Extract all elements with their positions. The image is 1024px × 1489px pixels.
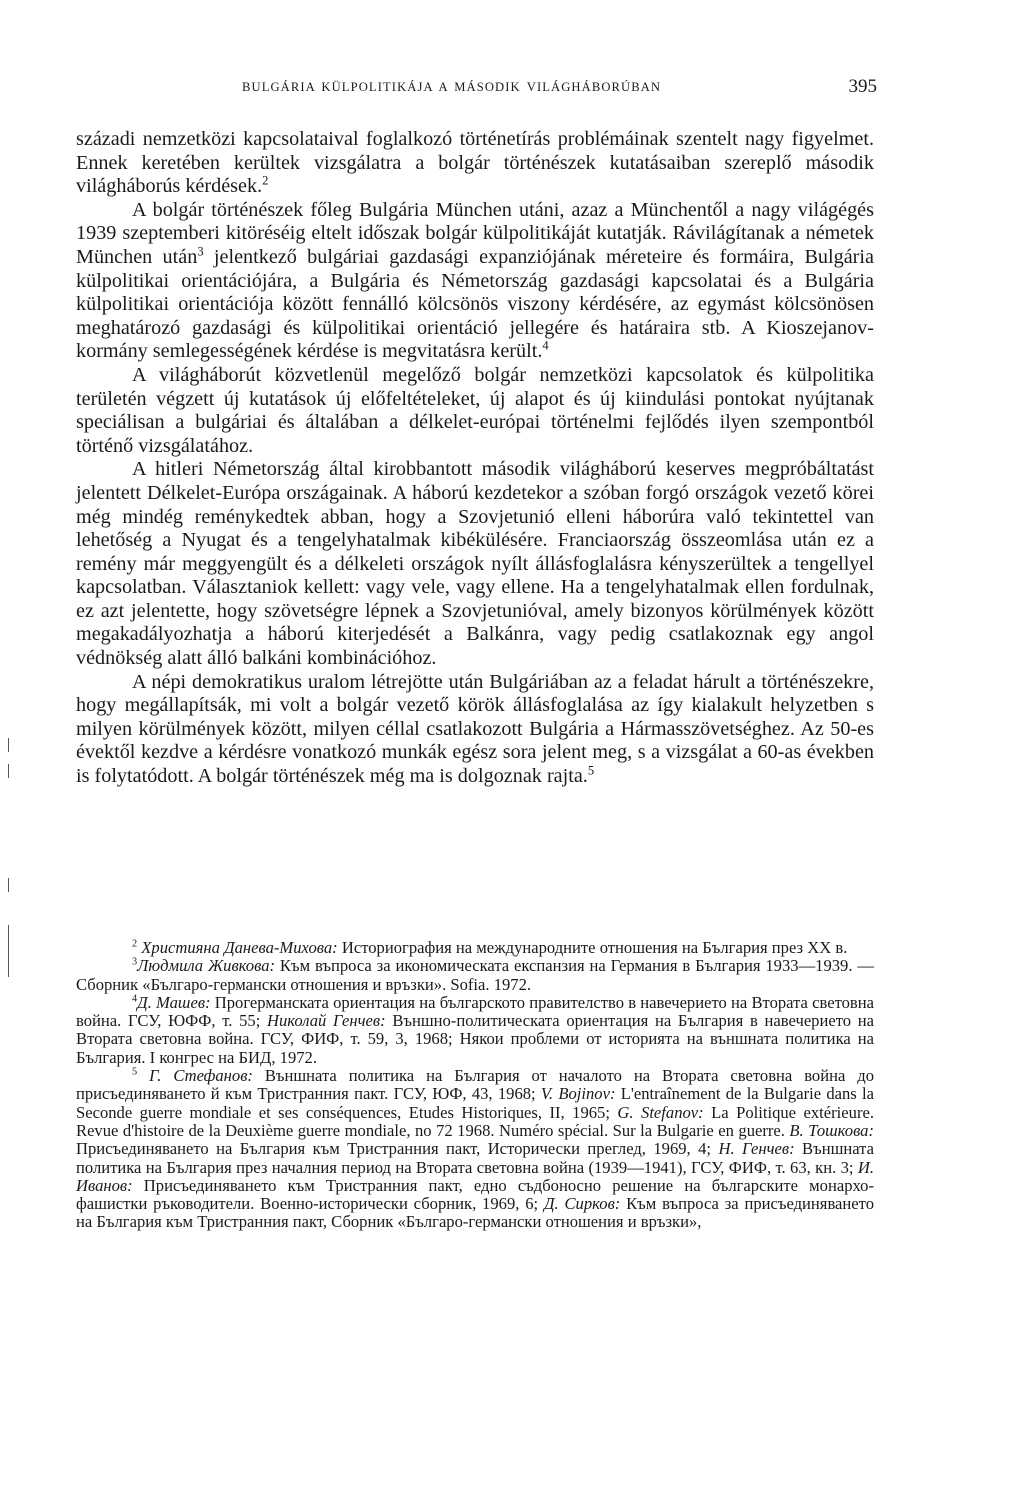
paragraph-4: A hitleri Németország által kirobbantott második világháború keserves megpróbáltatást jelentett Délkelet-Európa országainak. A háború kezdetekor a szóban forgó országok vezető körei még mindég reménykedtek abban, hogy a Szovjetunió elleni háborúra való tekintettel van lehetőség a Nyugat és a tengelyhatalmak kibékülésére. Franciaország összeomlása után ez a remény már meggyengült és a délkeleti országok nyílt állásfoglalásra kényszerültek a tengellyel kapcsolatban. Választaniok kellett: vagy vele, vagy ellene. Ha a tengelyhatalmak ellen fordulnak, ez azt jelentette, hogy szövetségre lépnek a Szovjetunióval, amely bizonyos körülmények között megakadályozhatja a háború kiterjedését a Balkánra, vagy pedig csatlakoznak egy angol védnökség alatt álló balkáni kombinációhoz.	[76, 458, 874, 670]
paragraph-text: századi nemzetközi kapcsolataival foglalkozó történetírás problémáinak szentelt nagy figyelmet. Ennek keretében kerültek vizsgálatra a bolgár történészek kutatásaiban szereplő második világháborús kérdések.	[76, 128, 874, 198]
footnote-text: Външната политика на България от началото на Втората световна война до присъединяването й към Тристранния пакт. ГСУ, ЮФ, 43, 1968;	[76, 1066, 875, 1104]
footnote-ref: 4	[542, 338, 549, 353]
paragraph-text: jelentkező bulgáriai gazdasági expanziójának méreteire és formáira, Bulgária külpolitikai orientációjára, a Bulgária és Németország gazdasági kapcsolatai és a Bulgária külpolitikai orientációja között fennálló kölcsönös viszony kérdésére, az egymást kölcsönösen meghatározó gazdasági és külpolitikai orientáció jellegére és határaira stb. A Kioszejanov-kormány semlegességének kérdése is megvitatásra került.	[76, 245, 874, 363]
footnote-text: Прогерманската ориентация на българското правителство в навечерието на Втората световна война. ГСУ, ЮФФ, т. 55;	[76, 992, 874, 1031]
footnote-3	[76, 957, 874, 994]
footnote-author: И. Иванов:	[76, 1157, 874, 1195]
running-title: BULGÁRIA KÜLPOLITIKÁJA A MÁSODIK VILÁGHÁBORÚBAN	[242, 80, 662, 94]
footnotes	[76, 939, 874, 1232]
footnote-author: Г. Стефанов:	[149, 1066, 253, 1086]
margin-mark	[8, 738, 9, 752]
margin-mark	[8, 764, 9, 778]
footnote-2	[76, 939, 874, 957]
footnote-text: Присъединяването на България към Тристранния пакт, Исторически преглед, 1969, 4;	[76, 1139, 719, 1159]
running-head	[76, 74, 877, 102]
footnote-author: Николай Генчев:	[267, 1011, 386, 1031]
main-text	[76, 128, 874, 789]
footnote-author: Християна Данева-Михова:	[141, 938, 338, 957]
footnote-author: Д. Сирков:	[543, 1194, 621, 1214]
footnote-text: Към въпроса за присъединяването на България към Тристранния пакт, Сборник «Българо-германски отношения и връзки»,	[76, 1194, 874, 1232]
footnote-5	[76, 1067, 874, 1232]
footnote-ref: 5	[587, 763, 595, 778]
footnote-author: Д. Машев:	[137, 992, 211, 1012]
footnote-text: L'entraînement de la Bulgarie dans la Seconde guerre mondiale et ses conséquences, Etudes Historiques, II, 1965;	[76, 1084, 874, 1122]
paragraph-3: A világháborút közvetlenül megelőző bolgár nemzetközi kapcsolatok és külpolitika területén végzett új kutatások új előfeltételeket, új alapot és új kiindulási pontokat nyújtanak speciálisan a bulgáriai és általában a délkelet-európai történelmi fejlődés ilyen szempontból történő vizsgálatához.	[76, 363, 874, 457]
footnote-text: Външната политика на България през началния период на Втората световна война (1939—1941), ГСУ, ФИФ, т. 63, кн. 3;	[76, 1139, 874, 1177]
footnote-author: G. Stefanov:	[617, 1102, 704, 1122]
footnote-text: Присъединяването към Тристранния пакт, едно съдбоносно решение на българските монархо-фашистки ръководители. Военно-исторически сборник, 1969, 6;	[76, 1175, 874, 1214]
margin-mark	[8, 925, 9, 977]
paragraph-2	[76, 199, 874, 364]
footnote-author: V. Bojinov:	[540, 1084, 616, 1104]
footnote-author: Людмила Живкова:	[137, 956, 276, 976]
footnote-text: Историография на международните отношения на България през XX в.	[337, 938, 848, 957]
footnote-number: 4	[132, 993, 138, 1005]
footnote-number: 5	[132, 1066, 138, 1078]
footnote-text: Към въпроса за икономическата експанзия на Германия в България 1933—1939. — Сборник «Българо-германски отношения и връзки». Sofia. 1972.	[76, 956, 874, 994]
footnote-number: 3	[132, 956, 138, 968]
paragraph-text: A népi demokratikus uralom létrejötte után Bulgáriában az a feladat hárult a történészekre, hogy megállapítsák, mi volt a bolgár vezető körök állásfoglalása az így kialakult helyzetben s milyen körülmények között, milyen céllal csatlakozott Bulgária a Hármasszövetséghez. Az 50-es évektől kezdve a kérdésre vonatkozó munkák egész sora jelent meg, s a vizsgálat a 60-as években is folytatódott. A bolgár történészek még ma is dolgoznak rajta.	[76, 670, 874, 788]
footnote-text: La Politique extérieure. Revue d'histoire de la Deuxième guerre mondiale, no 72 1968. Numéro spécial. Sur la Bulgarie en guerre.	[76, 1102, 874, 1140]
footnote-4	[76, 994, 874, 1067]
footnote-number: 2	[132, 938, 138, 950]
page-number: 395	[848, 76, 877, 97]
margin-mark	[8, 878, 9, 892]
footnote-ref: 3	[197, 244, 204, 259]
footnote-author: Н. Генчев:	[718, 1139, 795, 1159]
footnote-author: В. Тошкова:	[789, 1120, 874, 1140]
footnote-ref: 2	[262, 173, 269, 188]
footnote-text: Външно-политическата ориентация на България в навечерието на Втората световна война. ГСУ, ФИФ, т. 59, 3, 1968; Някои проблеми от историята на външната политика на България. I конгрес на БИД, 1972.	[76, 1011, 875, 1067]
paragraph-text: A bolgár történészek főleg Bulgária München utáni, azaz a Münchentől a nagy világégés 1939 szeptemberi kitöréséig eltelt időszak bolgár külpolitikáját kutatják. Rávilágítanak a németek München után	[76, 198, 874, 268]
paragraph-5	[76, 671, 874, 789]
paragraph-1	[76, 128, 874, 199]
